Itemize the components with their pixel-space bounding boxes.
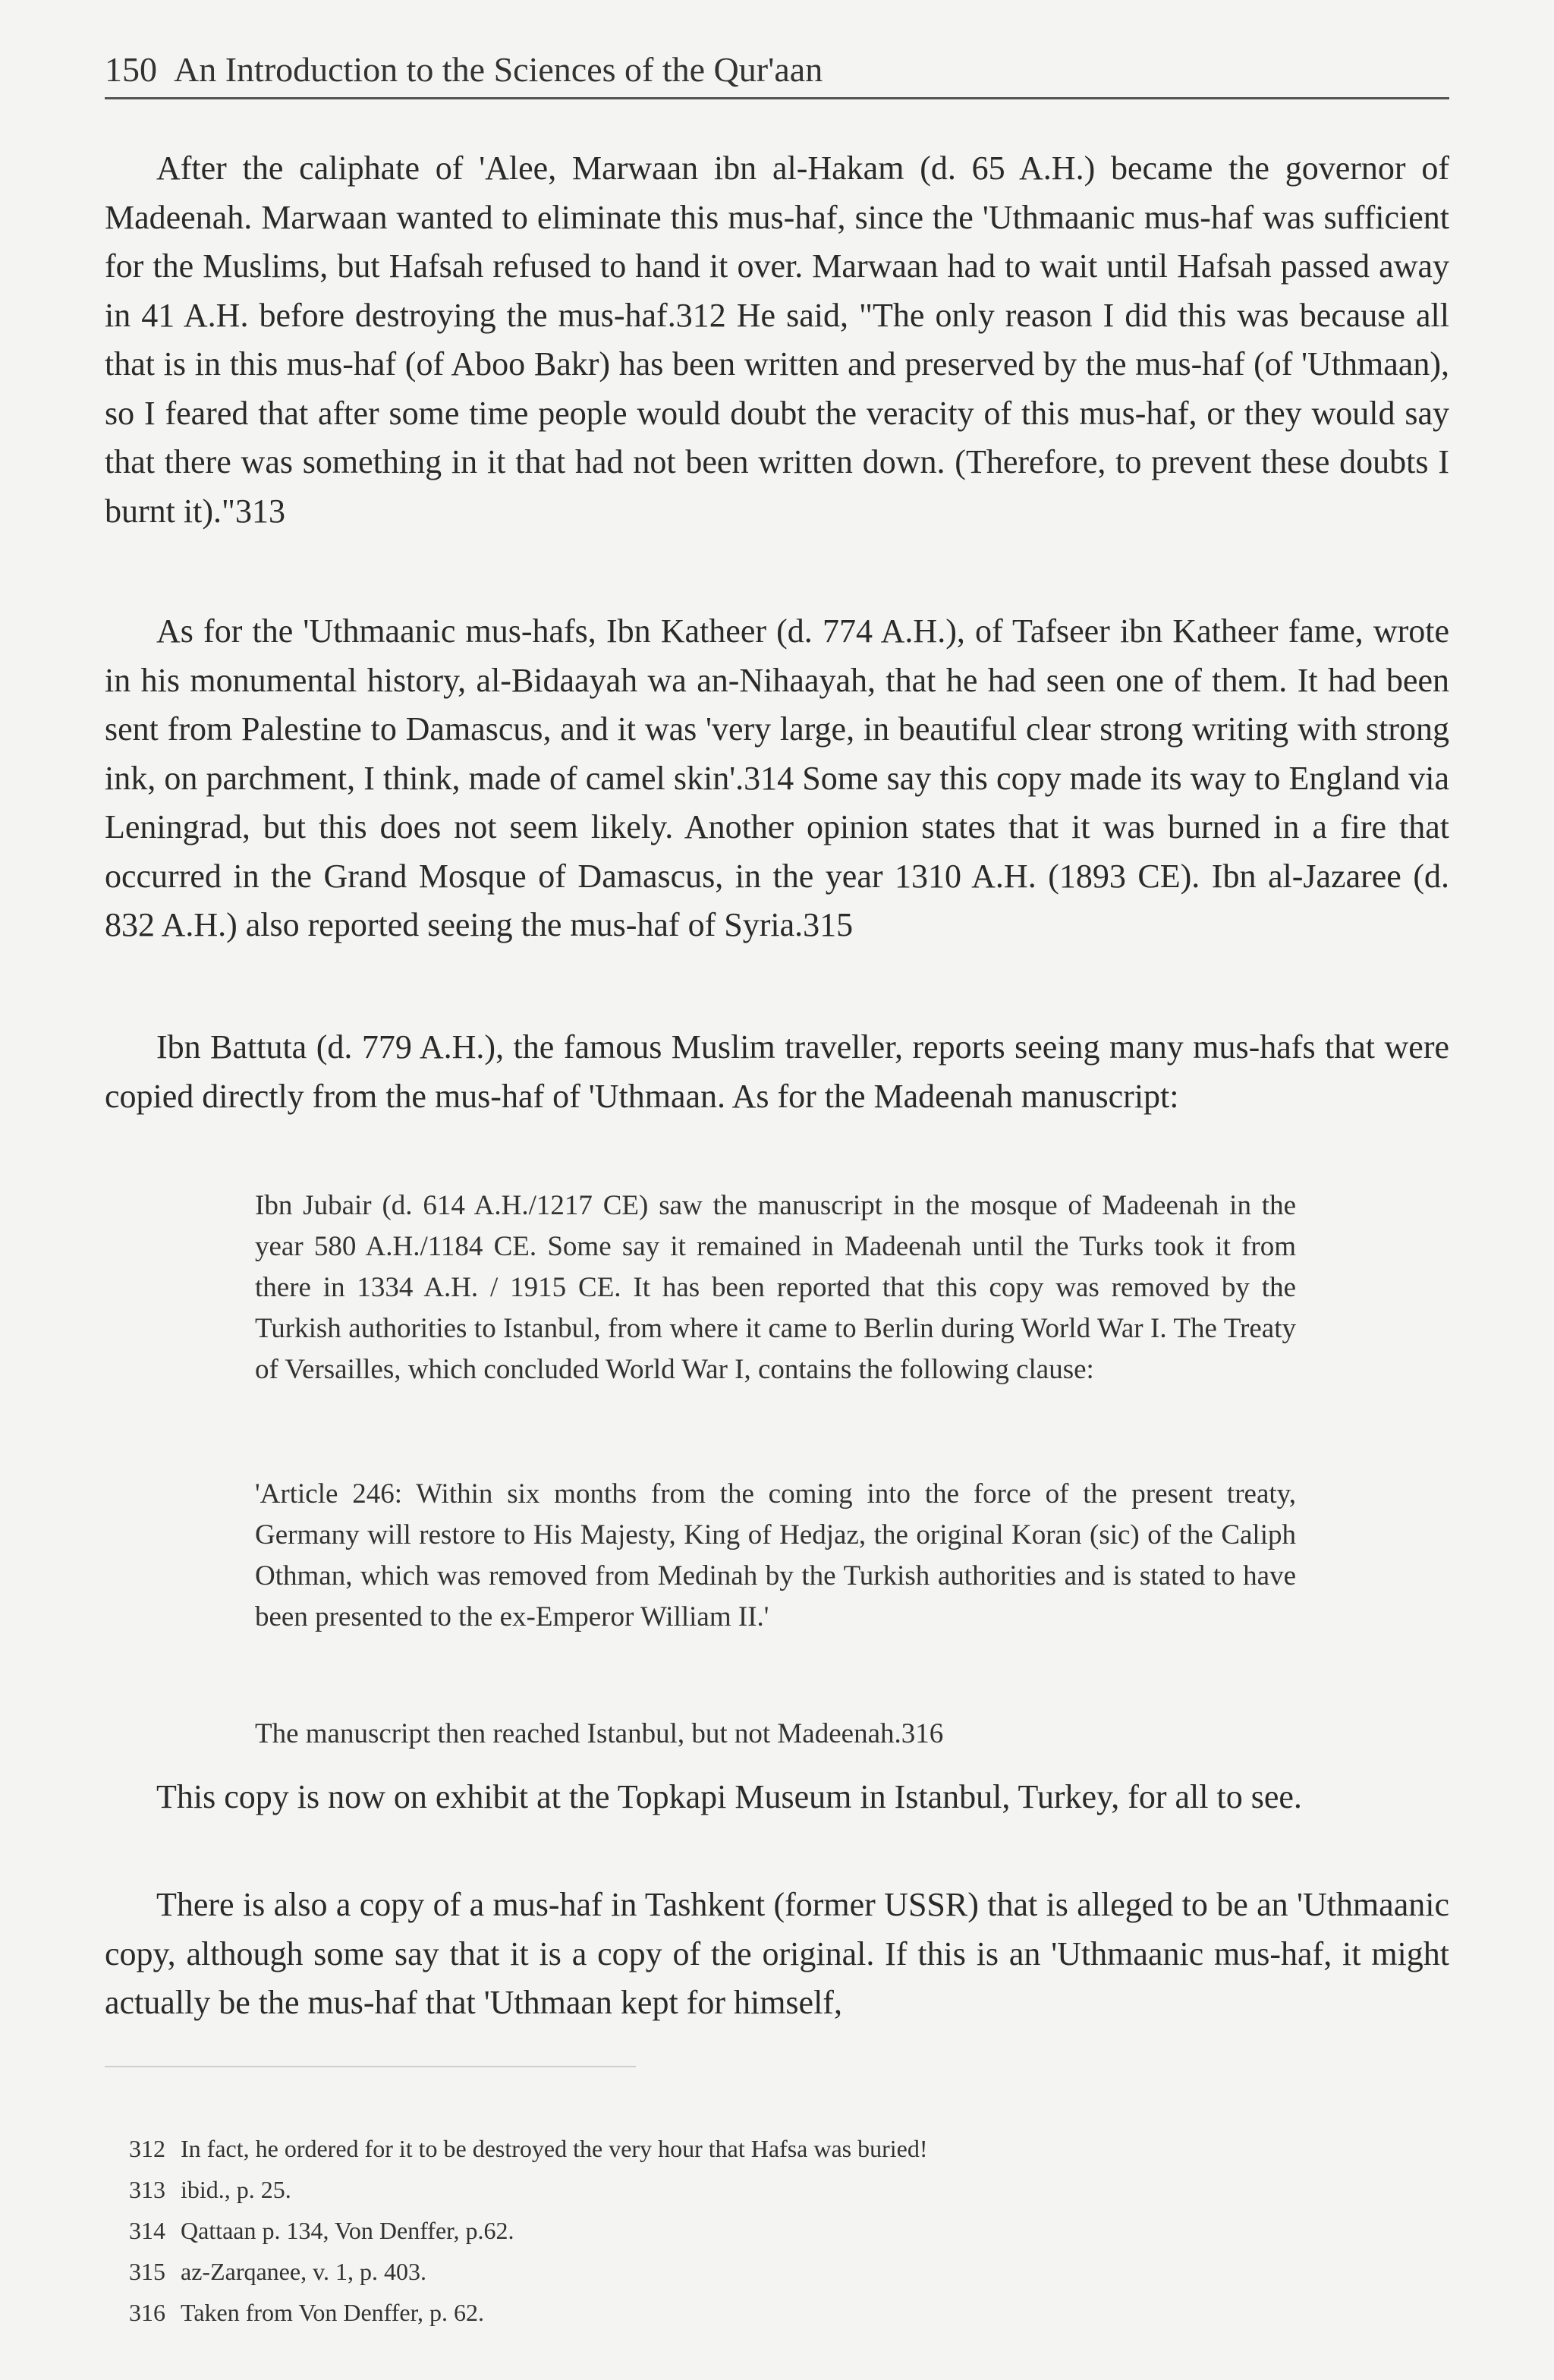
paragraph-4: This copy is now on exhibit at the Topkapi Museum in Istanbul, Turkey, for all to see. xyxy=(156,1778,1302,1815)
paragraph-3: Ibn Battuta (d. 779 A.H.), the famous Muslim traveller, reports seeing many mus-hafs that were copied directly from the mus-haf of 'Uthmaan. As for the Madeenah manuscript: xyxy=(105,1028,1449,1115)
paragraph-1: After the caliphate of 'Alee, Marwaan ibn al-Hakam (d. 65 A.H.) became the governor of Madeenah. Marwaan wanted to eliminate this mus-haf, since the 'Uthmaanic mus-haf was sufficient for the Muslims, but Hafsah refused to hand it over. Marwaan had to wait until Hafsah passed away in 41 A.H. before destroying the mus-haf.312 He said, "The only reason I did this was because all that is in this mus-haf (of Aboo Bakr) has been written and preserved by the mus-haf (of 'Uthmaan), so I feared that after some time people would doubt the veracity of this mus-haf, or they would say that there was something in it that had not been written down. (Therefore, to prevent these doubts I burnt it)."313 xyxy=(105,150,1449,530)
footnotes xyxy=(129,2128,1419,2333)
block-quote-3: The manuscript then reached Istanbul, but not Madeenah.316 xyxy=(255,1718,944,1749)
footnote-315: 315 az-Zarqanee, v. 1, p. 403. xyxy=(129,2258,426,2285)
paragraph-5: There is also a copy of a mus-haf in Tashkent (former USSR) that is alleged to be an 'Uthmaanic copy, although some say that it is a copy of the original. If this is an 'Uthmaanic mus-haf, it might actually be the mus-haf that 'Uthmaan kept for himself, xyxy=(105,1886,1449,2021)
block-quote-1: Ibn Jubair (d. 614 A.H./1217 CE) saw the manuscript in the mosque of Madeenah in the year 580 A.H./1184 CE. Some say it remained in Madeenah until the Turks took it from there in 1334 A.H. / 1915 CE. It has been reported that this copy was removed by the Turkish authorities to Istanbul, from where it came to Berlin during World War I. The Treaty of Versailles, which concluded World War I, contains the following clause: xyxy=(255,1190,1296,1385)
footnote-316: 316 Taken from Von Denffer, p. 62. xyxy=(129,2299,484,2326)
footnote-312: 312 In fact, he ordered for it to be destroyed the very hour that Hafsa was buried! xyxy=(129,2135,928,2162)
block-quote-2: 'Article 246: Within six months from the coming into the force of the present treaty, Germany will restore to His Majesty, King of Hedjaz, the original Koran (sic) of the Caliph Othman, which was removed from Medinah by the Turkish authorities and is stated to have been presented to the ex-Emperor William II.' xyxy=(255,1478,1296,1632)
page-number: 150 xyxy=(105,50,157,89)
paragraph-2: As for the 'Uthmaanic mus-hafs, Ibn Katheer (d. 774 A.H.), of Tafseer ibn Katheer fame, wrote in his monumental history, al-Bidaayah wa an-Nihaayah, that he had seen one of them. It had been sent from Palestine to Damascus, and it was 'very large, in beautiful clear strong writing with strong ink, on parchment, I think, made of camel skin'.314 Some say this copy made its way to England via Leningrad, but this does not seem likely. Another opinion states that it was burned in a fire that occurred in the Grand Mosque of Damascus, in the year 1310 A.H. (1893 CE). Ibn al-Jazaree (d. 832 A.H.) also reported seeing the mus-haf of Syria.315 xyxy=(105,612,1449,943)
running-header xyxy=(105,47,1449,99)
footnote-divider xyxy=(105,2066,636,2067)
book-title: An Introduction to the Sciences of the Qur'aan xyxy=(174,50,823,89)
footnote-314: 314 Qattaan p. 134, Von Denffer, p.62. xyxy=(129,2217,514,2244)
footnote-313: 313 ibid., p. 25. xyxy=(129,2176,291,2203)
